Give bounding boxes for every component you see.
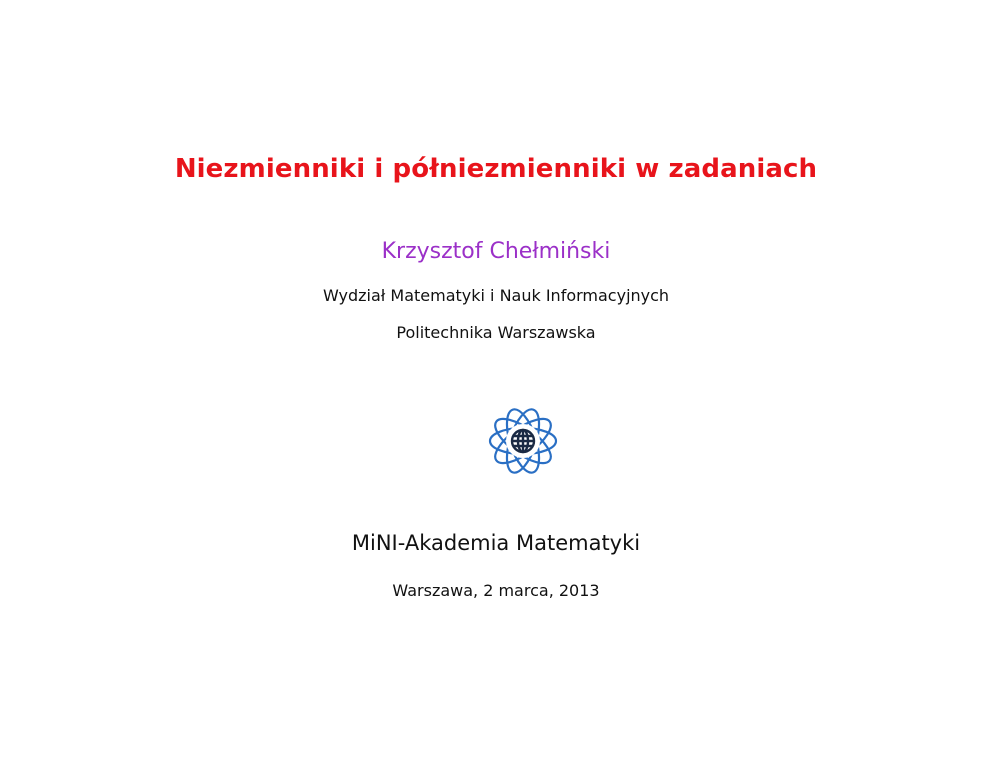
mini-faculty-logo-icon — [486, 404, 560, 478]
university-name: Politechnika Warszawska — [396, 323, 596, 342]
faculty-name: Wydział Matematyki i Nauk Informacyjnych — [322, 286, 670, 305]
event-name: MiNI-Akademia Matematyki — [351, 531, 641, 555]
presentation-title: Niezmienniki i półniezmienniki w zadaniach — [174, 154, 818, 184]
presentation-date: Warszawa, 2 marca, 2013 — [392, 581, 600, 600]
author-name: Krzysztof Chełmiński — [381, 239, 611, 264]
